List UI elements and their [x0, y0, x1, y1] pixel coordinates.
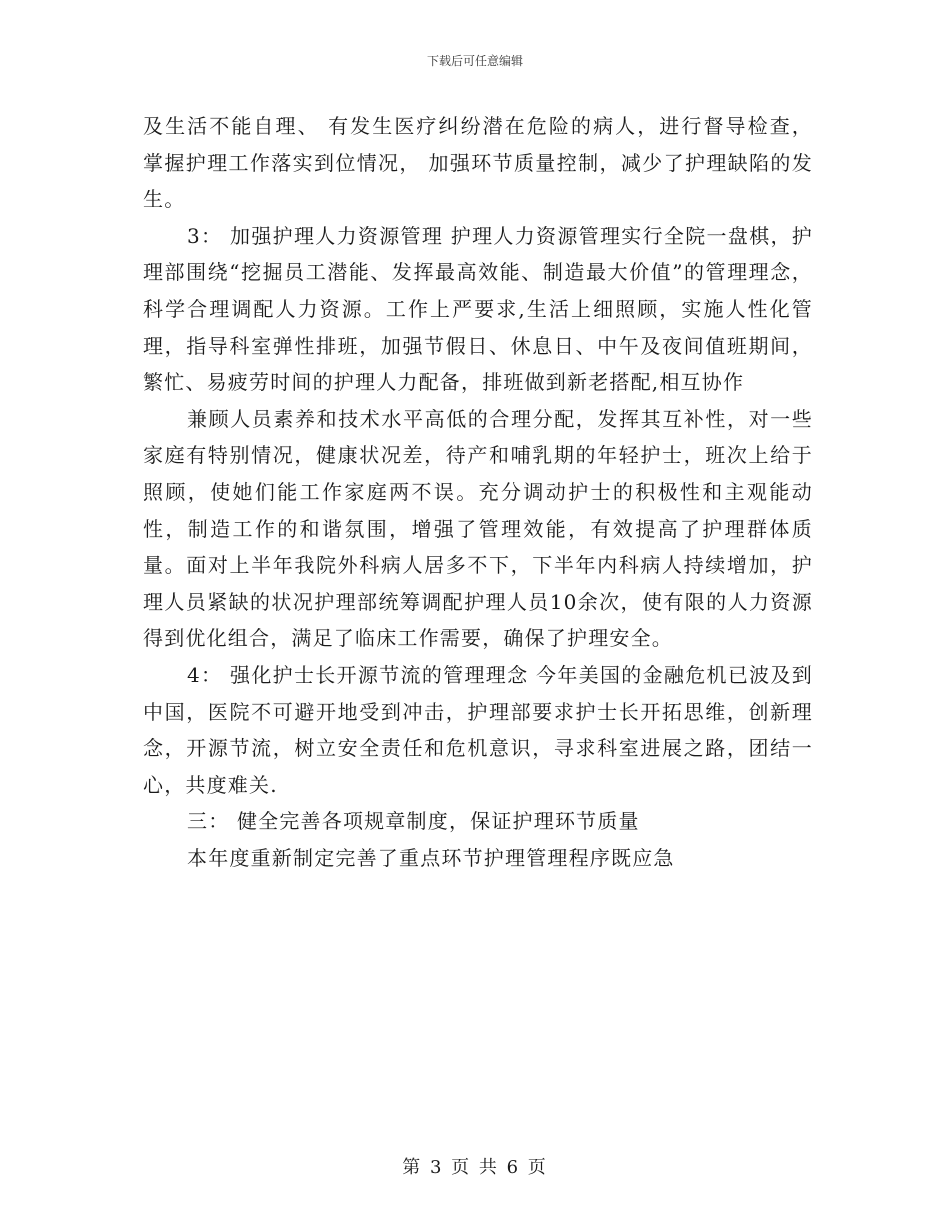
paragraph-cost-control: 4： 强化护士长开源节流的管理理念 今年美国的金融危机已波及到中国，医院不可避开地受到冲击，护理部要求护士长开拓思维，创新理念，开源节流，树立安全责任和危机意识，寻求科室进展之路，团结一心，共度难关. [143, 662, 813, 797]
document-body [143, 108, 813, 876]
page-number: 第 3 页 共 6 页 [402, 1157, 548, 1178]
paragraph-procedures: 本年度重新制定完善了重点环节护理管理程序既应急 [187, 845, 675, 870]
page-header: 下载后可任意编辑 [426, 54, 523, 68]
paragraph-continuation: 及生活不能自理、 有发生医疗纠纷潜在危险的病人，进行督导检查， 掌握护理工作落实到位情况， 加强环节质量控制，减少了护理缺陷的发生。 [143, 114, 813, 212]
paragraph-staff-allocation: 兼顾人员素养和技术水平高低的合理分配，发挥其互补性，对一些家庭有特别情况，健康状况差，待产和哺乳期的年轻护士，班次上给于照顾，使她们能工作家庭两不误。充分调动护士的积极性和主观能动性，制造工作的和谐氛围，增强了管理效能，有效提高了护理群体质量。面对上半年我院外科病人居多不下，下半年内科病人持续增加，护理人员紧缺的状况护理部统筹调配护理人员10余次，使有限的人力资源得到优化组合，满足了临床工作需要，确保了护理安全。 [143, 406, 813, 651]
paragraph-hr-management: 3： 加强护理人力资源管理 护理人力资源管理实行全院一盘棋，护理部围绕“挖掘员工潜能、发挥最高效能、制造最大价值”的管理理念，科学合理调配人力资源。工作上严要求,生活上细照顾，实施人性化管理，指导科室弹性排班，加强节假日、休息日、中午及夜间值班期间，繁忙、易疲劳时间的护理人力配备，排班做到新老搭配,相互协作 [143, 223, 813, 395]
section-heading-rules: 三： 健全完善各项规章制度，保证护理环节质量 [187, 809, 640, 834]
